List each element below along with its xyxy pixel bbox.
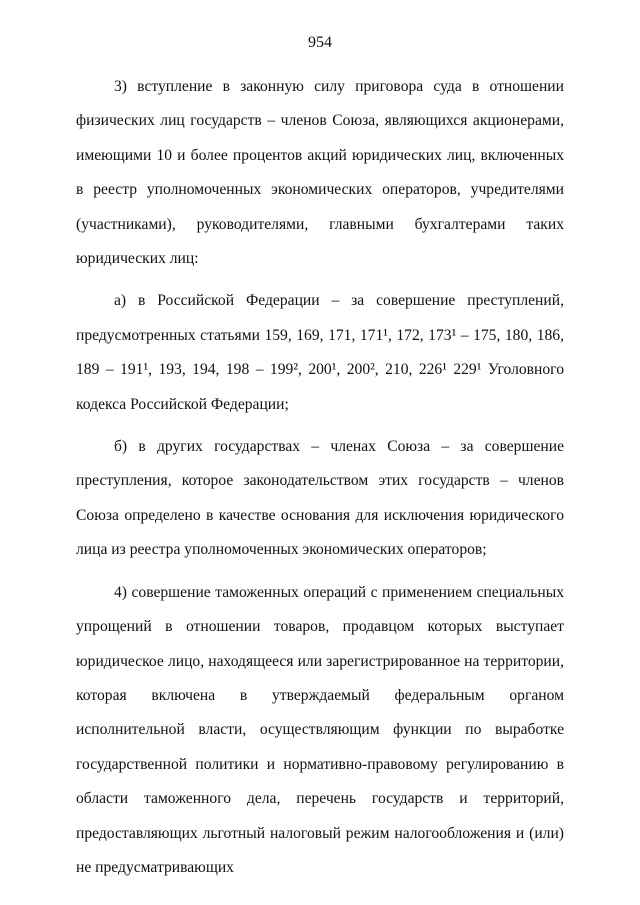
paragraph-subitem-a: а) в Российской Федерации – за совершение преступлений, предусмотренных статьями 159, 169, 171, 171¹, 172, 173¹ – 175, 180, 186, 189 – 191¹, 193, 194, 198 – 199², 200¹, 200², 210, 226¹ 229¹ Уголовного кодекса Российской Федерации; [76,292,564,413]
paragraph-item-3: 3) вступление в законную силу приговора суда в отношении физических лиц государств – членов Союза, являющихся акционерами, имеющими 10 и более процентов акций юридических лиц, включенных в реестр уполномоченных экономических операторов, учредителями (участниками), руководителями, главными бухгалтерами таких юридических лиц: [76,78,564,268]
paragraph-item-4: 4) совершение таможенных операций с применением специальных упрощений в отношении товаров, продавцом которых выступает юридическое лицо, находящееся или зарегистрированное на территории, которая включена в утверждаемый федеральным органом исполнительной власти, осуществляющим функции по выработке государственной политики и нормативно-правовому регулированию в области таможенного дела, перечень государств и территорий, предоставляющих льготный налоговый режим налогообложения и (или) не предусматривающих [76,583,564,876]
page-number: 954 [308,34,332,51]
paragraph-subitem-b: б) в других государствах – членах Союза – за совершение преступления, которое законодательством этих государств – членов Союза определено в качестве основания для исключения юридического лица из реестра уполномоченных экономических операторов; [76,438,564,559]
document-body [76,70,564,885]
